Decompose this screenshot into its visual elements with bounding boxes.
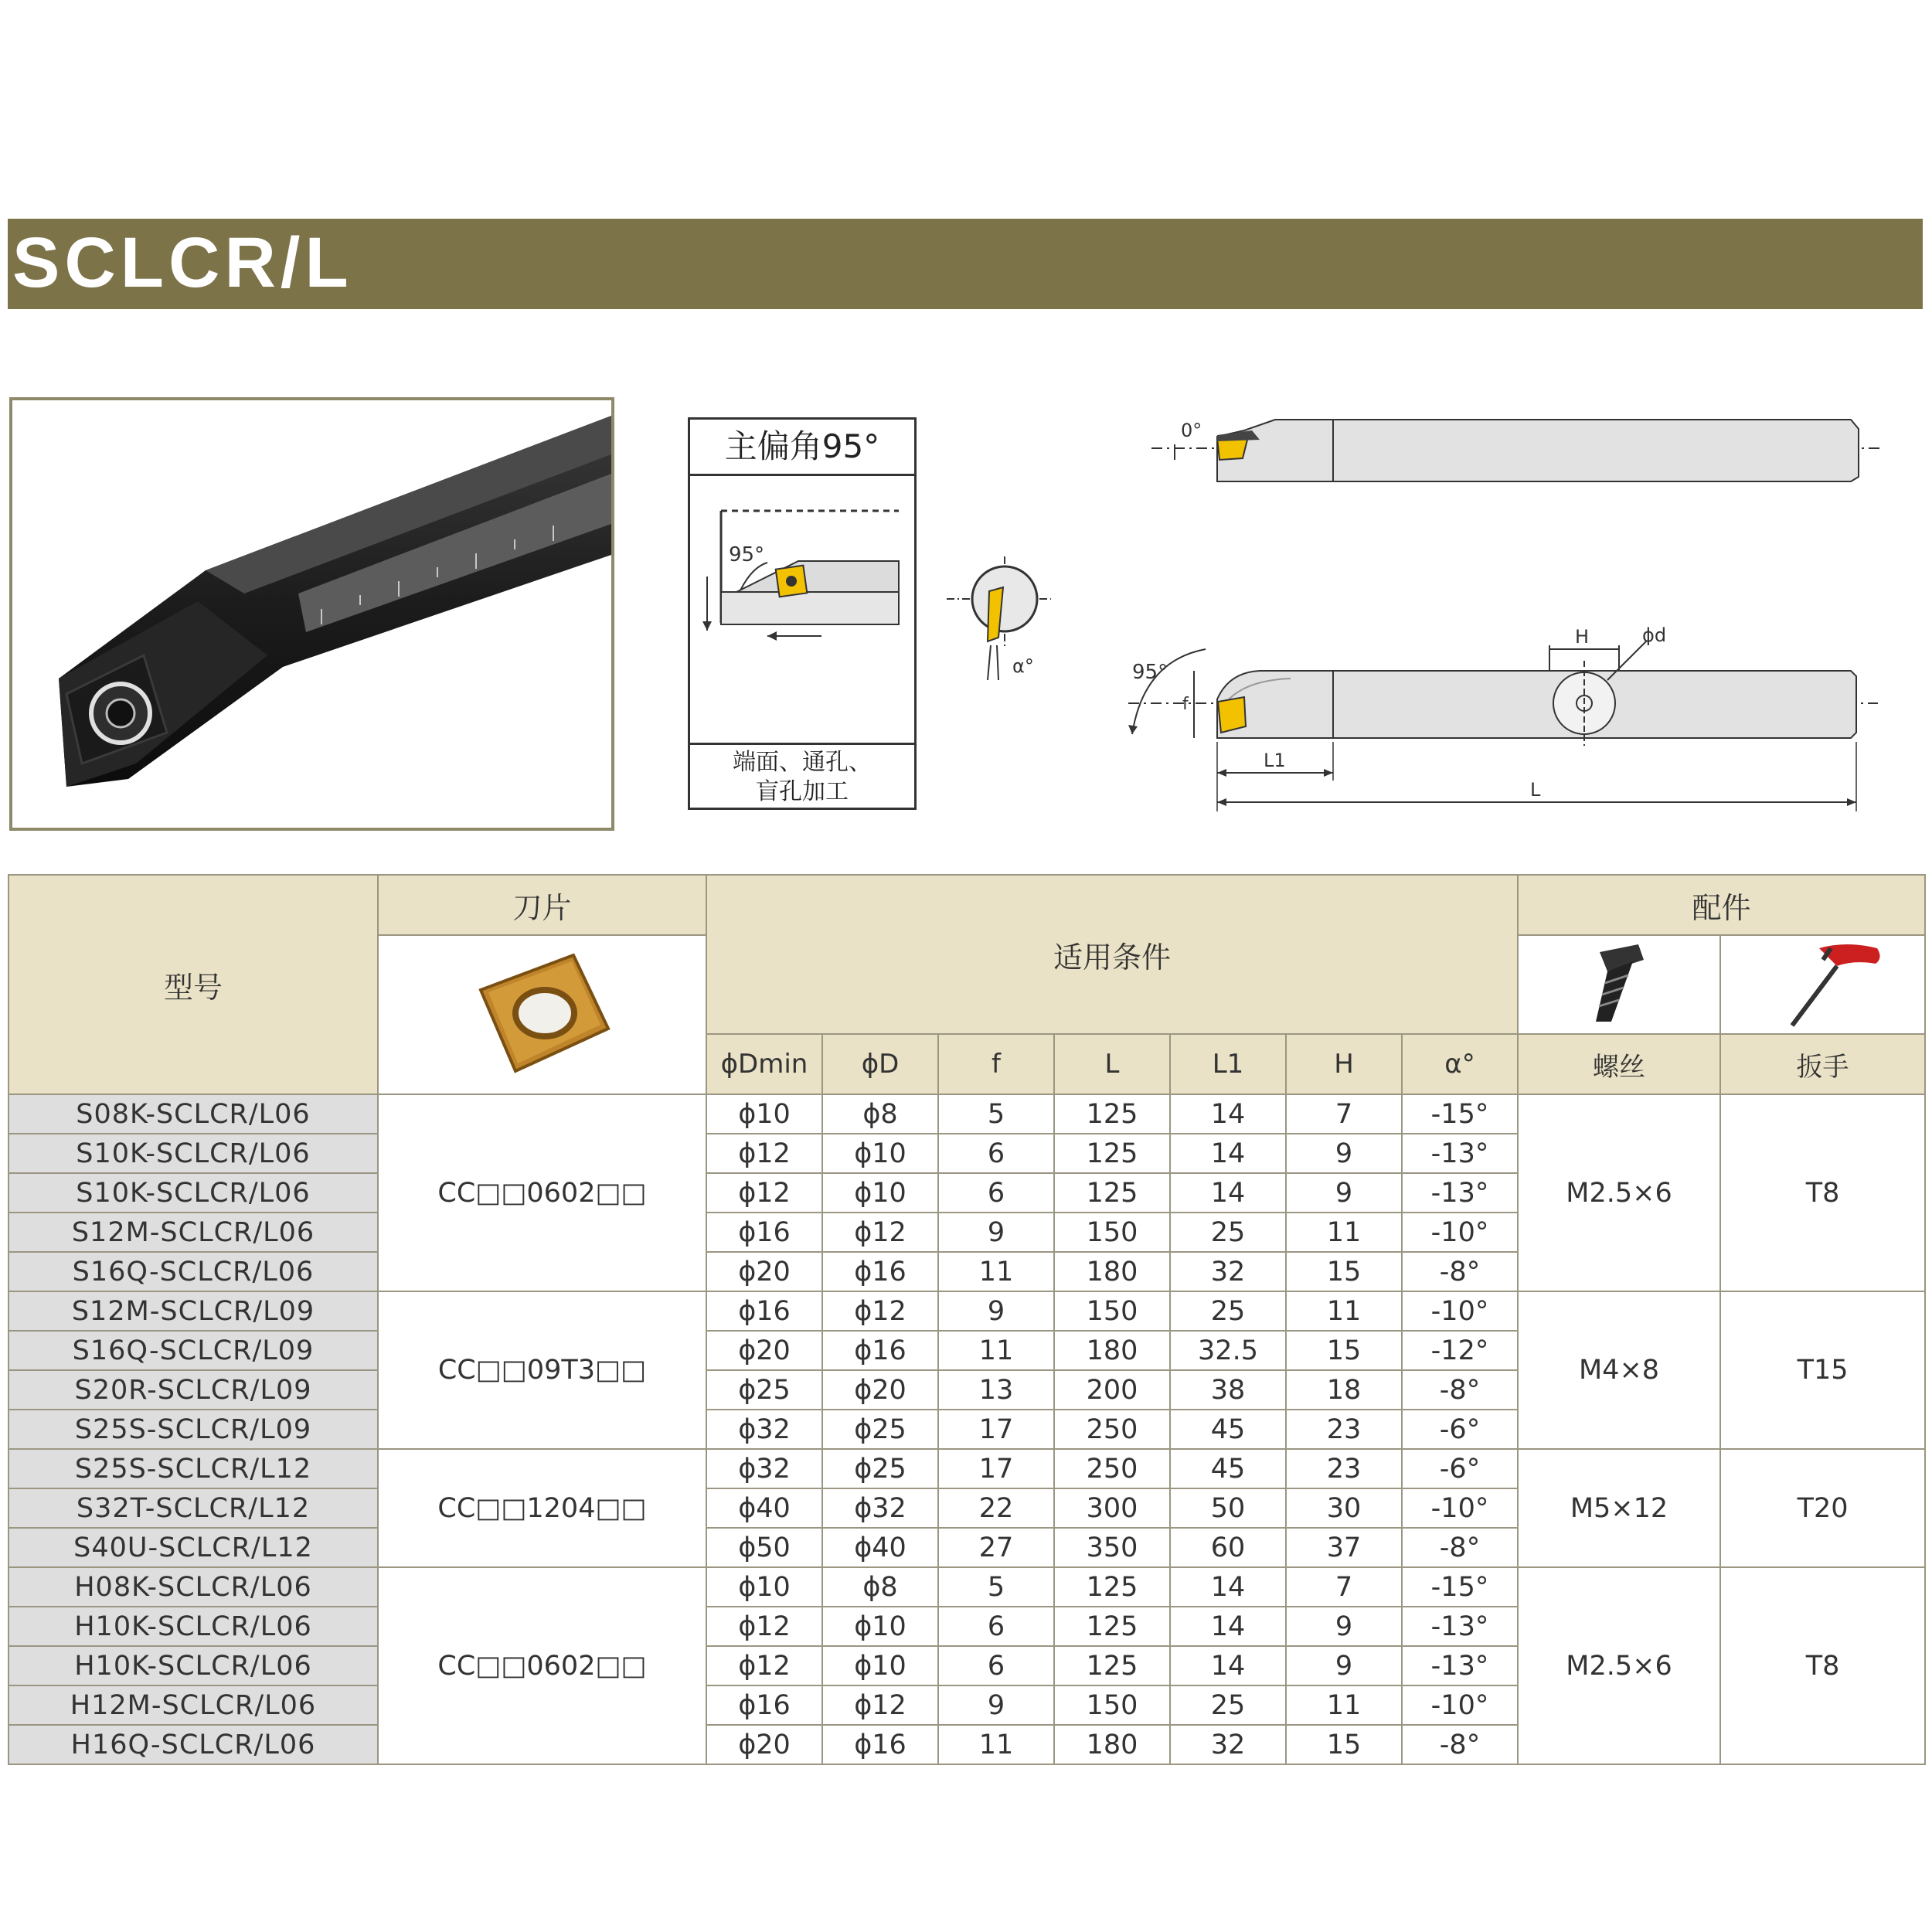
d-cell: ϕ10 (822, 1173, 938, 1213)
alpha-cell: -15° (1402, 1567, 1518, 1607)
h-cell: 9 (1286, 1607, 1402, 1646)
d-cell: ϕ12 (822, 1291, 938, 1331)
table-row (9, 1094, 1925, 1134)
insert-code-cell: CC□□1204□□ (378, 1449, 706, 1567)
col-l1: L1 (1170, 1034, 1286, 1094)
model-cell: S25S-SCLCR/L12 (9, 1449, 378, 1488)
l-cell: 150 (1054, 1213, 1170, 1252)
col-conditions-header: 适用条件 (706, 875, 1518, 1034)
insert-code-cell: CC□□09T3□□ (378, 1291, 706, 1449)
dim-d-label: ϕd (1642, 624, 1667, 646)
l1-cell: 14 (1170, 1134, 1286, 1173)
l1-cell: 14 (1170, 1567, 1286, 1607)
l1-cell: 32.5 (1170, 1331, 1286, 1370)
footer-line-2: 盲孔加工 (756, 778, 849, 805)
spec-table (8, 874, 1926, 1765)
l1-cell: 45 (1170, 1449, 1286, 1488)
alpha-cell: -13° (1402, 1173, 1518, 1213)
h-cell: 15 (1286, 1252, 1402, 1291)
l-cell: 150 (1054, 1291, 1170, 1331)
l-cell: 350 (1054, 1528, 1170, 1567)
product-photo (9, 397, 614, 831)
model-cell: S10K-SCLCR/L06 (9, 1134, 378, 1173)
h-cell: 11 (1286, 1213, 1402, 1252)
l1-cell: 50 (1170, 1488, 1286, 1528)
bar-dimension-view (1113, 618, 1893, 811)
h-cell: 37 (1286, 1528, 1402, 1567)
dim-h-label: H (1575, 626, 1590, 648)
h-cell: 18 (1286, 1370, 1402, 1410)
screw-spec-cell: M2.5×6 (1518, 1094, 1720, 1291)
alpha-cell: -10° (1402, 1213, 1518, 1252)
h-cell: 11 (1286, 1685, 1402, 1725)
l1-cell: 38 (1170, 1370, 1286, 1410)
alpha-cell: -8° (1402, 1725, 1518, 1764)
model-cell: H16Q-SCLCR/L06 (9, 1725, 378, 1764)
dmin-cell: ϕ12 (706, 1607, 822, 1646)
model-cell: H12M-SCLCR/L06 (9, 1685, 378, 1725)
alpha-cell: -10° (1402, 1488, 1518, 1528)
alpha-cell: -13° (1402, 1646, 1518, 1685)
screw-icon (1573, 937, 1665, 1029)
dmin-cell: ϕ20 (706, 1331, 822, 1370)
footer-line-1: 端面、通孔、 (733, 749, 872, 776)
wrench-spec-cell: T20 (1720, 1449, 1925, 1567)
d-cell: ϕ12 (822, 1213, 938, 1252)
f-cell: 11 (938, 1252, 1054, 1291)
alpha-cell: -8° (1402, 1528, 1518, 1567)
wrench-spec-cell: T8 (1720, 1567, 1925, 1764)
dmin-cell: ϕ20 (706, 1252, 822, 1291)
h-cell: 30 (1286, 1488, 1402, 1528)
dmin-cell: ϕ12 (706, 1646, 822, 1685)
screw-spec-cell: M5×12 (1518, 1449, 1720, 1567)
f-cell: 22 (938, 1488, 1054, 1528)
model-cell: S08K-SCLCR/L06 (9, 1094, 378, 1134)
dim-l1-label: L1 (1264, 750, 1286, 771)
l-cell: 125 (1054, 1094, 1170, 1134)
h-cell: 15 (1286, 1331, 1402, 1370)
side-angle-label: 95° (1132, 661, 1168, 684)
dmin-cell: ϕ25 (706, 1370, 822, 1410)
model-cell: S12M-SCLCR/L09 (9, 1291, 378, 1331)
wrench-icon (1746, 937, 1900, 1029)
alpha-cell: -6° (1402, 1410, 1518, 1449)
col-accessories-header: 配件 (1518, 875, 1925, 935)
angle-box-footer (690, 743, 914, 808)
alpha-cell: -13° (1402, 1134, 1518, 1173)
h-cell: 15 (1286, 1725, 1402, 1764)
l1-cell: 14 (1170, 1094, 1286, 1134)
dim-f-label: f (1182, 695, 1189, 714)
dmin-cell: ϕ10 (706, 1567, 822, 1607)
model-cell: H10K-SCLCR/L06 (9, 1646, 378, 1685)
h-cell: 9 (1286, 1134, 1402, 1173)
title-bar (8, 219, 1923, 309)
l1-cell: 25 (1170, 1291, 1286, 1331)
insert-image-cell (378, 935, 706, 1094)
l-cell: 150 (1054, 1685, 1170, 1725)
table-row (9, 1567, 1925, 1607)
h-cell: 11 (1286, 1291, 1402, 1331)
model-cell: H08K-SCLCR/L06 (9, 1567, 378, 1607)
model-cell: S32T-SCLCR/L12 (9, 1488, 378, 1528)
d-cell: ϕ10 (822, 1646, 938, 1685)
f-cell: 27 (938, 1528, 1054, 1567)
l-cell: 125 (1054, 1607, 1170, 1646)
d-cell: ϕ8 (822, 1094, 938, 1134)
dmin-cell: ϕ16 (706, 1685, 822, 1725)
f-cell: 17 (938, 1449, 1054, 1488)
dmin-cell: ϕ16 (706, 1213, 822, 1252)
bar-top-view (1151, 413, 1886, 498)
f-cell: 6 (938, 1607, 1054, 1646)
d-cell: ϕ40 (822, 1528, 938, 1567)
alpha-cell: -15° (1402, 1094, 1518, 1134)
cutting-angle-box (688, 417, 917, 810)
table-row (9, 1291, 1925, 1331)
insert-code-cell: CC□□0602□□ (378, 1094, 706, 1291)
d-cell: ϕ8 (822, 1567, 938, 1607)
h-cell: 23 (1286, 1410, 1402, 1449)
wrench-spec-cell: T8 (1720, 1094, 1925, 1291)
l-cell: 125 (1054, 1646, 1170, 1685)
l1-cell: 25 (1170, 1685, 1286, 1725)
alpha-cell: -13° (1402, 1607, 1518, 1646)
h-cell: 7 (1286, 1567, 1402, 1607)
angle-box-title: 主偏角95° (690, 420, 914, 476)
f-cell: 5 (938, 1567, 1054, 1607)
model-cell: S10K-SCLCR/L06 (9, 1173, 378, 1213)
l1-cell: 32 (1170, 1725, 1286, 1764)
dmin-cell: ϕ40 (706, 1488, 822, 1528)
l1-cell: 45 (1170, 1410, 1286, 1449)
dim-l-label: L (1530, 779, 1541, 801)
d-cell: ϕ10 (822, 1134, 938, 1173)
d-cell: ϕ16 (822, 1725, 938, 1764)
h-cell: 23 (1286, 1449, 1402, 1488)
d-cell: ϕ10 (822, 1607, 938, 1646)
dmin-cell: ϕ16 (706, 1291, 822, 1331)
insert-code-cell: CC□□0602□□ (378, 1567, 706, 1764)
col-f: f (938, 1034, 1054, 1094)
angle-sketch (690, 476, 914, 743)
l-cell: 180 (1054, 1252, 1170, 1291)
col-l: L (1054, 1034, 1170, 1094)
l-cell: 180 (1054, 1725, 1170, 1764)
l1-cell: 14 (1170, 1607, 1286, 1646)
table-row (9, 1449, 1925, 1488)
wrench-image-cell (1720, 935, 1925, 1034)
alpha-cell: -8° (1402, 1252, 1518, 1291)
l-cell: 250 (1054, 1449, 1170, 1488)
col-screw: 螺丝 (1518, 1034, 1720, 1094)
f-cell: 11 (938, 1331, 1054, 1370)
f-cell: 9 (938, 1685, 1054, 1725)
model-cell: S16Q-SCLCR/L09 (9, 1331, 378, 1370)
l-cell: 200 (1054, 1370, 1170, 1410)
alpha-cell: -10° (1402, 1685, 1518, 1725)
d-cell: ϕ16 (822, 1331, 938, 1370)
dmin-cell: ϕ32 (706, 1410, 822, 1449)
model-cell: S20R-SCLCR/L09 (9, 1370, 378, 1410)
dmin-cell: ϕ20 (706, 1725, 822, 1764)
f-cell: 9 (938, 1213, 1054, 1252)
alpha-detail-view (943, 556, 1059, 696)
screw-spec-cell: M4×8 (1518, 1291, 1720, 1449)
d-cell: ϕ25 (822, 1449, 938, 1488)
col-dmin: ϕDmin (706, 1034, 822, 1094)
l1-cell: 14 (1170, 1646, 1286, 1685)
f-cell: 6 (938, 1646, 1054, 1685)
f-cell: 5 (938, 1094, 1054, 1134)
f-cell: 11 (938, 1725, 1054, 1764)
l-cell: 250 (1054, 1410, 1170, 1449)
h-cell: 9 (1286, 1173, 1402, 1213)
l1-cell: 14 (1170, 1173, 1286, 1213)
d-cell: ϕ12 (822, 1685, 938, 1725)
col-wrench: 扳手 (1720, 1034, 1925, 1094)
f-cell: 9 (938, 1291, 1054, 1331)
l1-cell: 32 (1170, 1252, 1286, 1291)
page-title: SCLCR/L (12, 223, 353, 302)
top-angle-label: 0° (1181, 420, 1202, 441)
wrench-spec-cell: T15 (1720, 1291, 1925, 1449)
f-cell: 13 (938, 1370, 1054, 1410)
d-cell: ϕ32 (822, 1488, 938, 1528)
dmin-cell: ϕ50 (706, 1528, 822, 1567)
alpha-cell: -12° (1402, 1331, 1518, 1370)
spec-table-body (9, 1094, 1925, 1764)
angle-label: 95° (729, 543, 765, 566)
dmin-cell: ϕ10 (706, 1094, 822, 1134)
dmin-cell: ϕ32 (706, 1449, 822, 1488)
f-cell: 17 (938, 1410, 1054, 1449)
screw-spec-cell: M2.5×6 (1518, 1567, 1720, 1764)
l-cell: 180 (1054, 1331, 1170, 1370)
h-cell: 7 (1286, 1094, 1402, 1134)
model-cell: S12M-SCLCR/L06 (9, 1213, 378, 1252)
f-cell: 6 (938, 1134, 1054, 1173)
alpha-cell: -8° (1402, 1370, 1518, 1410)
col-h: H (1286, 1034, 1402, 1094)
alpha-cell: -10° (1402, 1291, 1518, 1331)
col-model-header: 型号 (9, 875, 378, 1094)
boring-bar-image (12, 400, 611, 828)
model-cell: S16Q-SCLCR/L06 (9, 1252, 378, 1291)
alpha-cell: -6° (1402, 1449, 1518, 1488)
f-cell: 6 (938, 1173, 1054, 1213)
col-alpha: α° (1402, 1034, 1518, 1094)
l-cell: 125 (1054, 1134, 1170, 1173)
h-cell: 9 (1286, 1646, 1402, 1685)
model-cell: H10K-SCLCR/L06 (9, 1607, 378, 1646)
model-cell: S25S-SCLCR/L09 (9, 1410, 378, 1449)
l-cell: 125 (1054, 1567, 1170, 1607)
d-cell: ϕ16 (822, 1252, 938, 1291)
model-cell: S40U-SCLCR/L12 (9, 1528, 378, 1567)
l1-cell: 60 (1170, 1528, 1286, 1567)
l-cell: 300 (1054, 1488, 1170, 1528)
dmin-cell: ϕ12 (706, 1134, 822, 1173)
d-cell: ϕ25 (822, 1410, 938, 1449)
col-insert-header: 刀片 (378, 875, 706, 935)
dmin-cell: ϕ12 (706, 1173, 822, 1213)
insert-image (465, 947, 620, 1079)
alpha-label: α° (1012, 655, 1034, 677)
d-cell: ϕ20 (822, 1370, 938, 1410)
l-cell: 125 (1054, 1173, 1170, 1213)
col-d: ϕD (822, 1034, 938, 1094)
l1-cell: 25 (1170, 1213, 1286, 1252)
screw-image-cell (1518, 935, 1720, 1034)
